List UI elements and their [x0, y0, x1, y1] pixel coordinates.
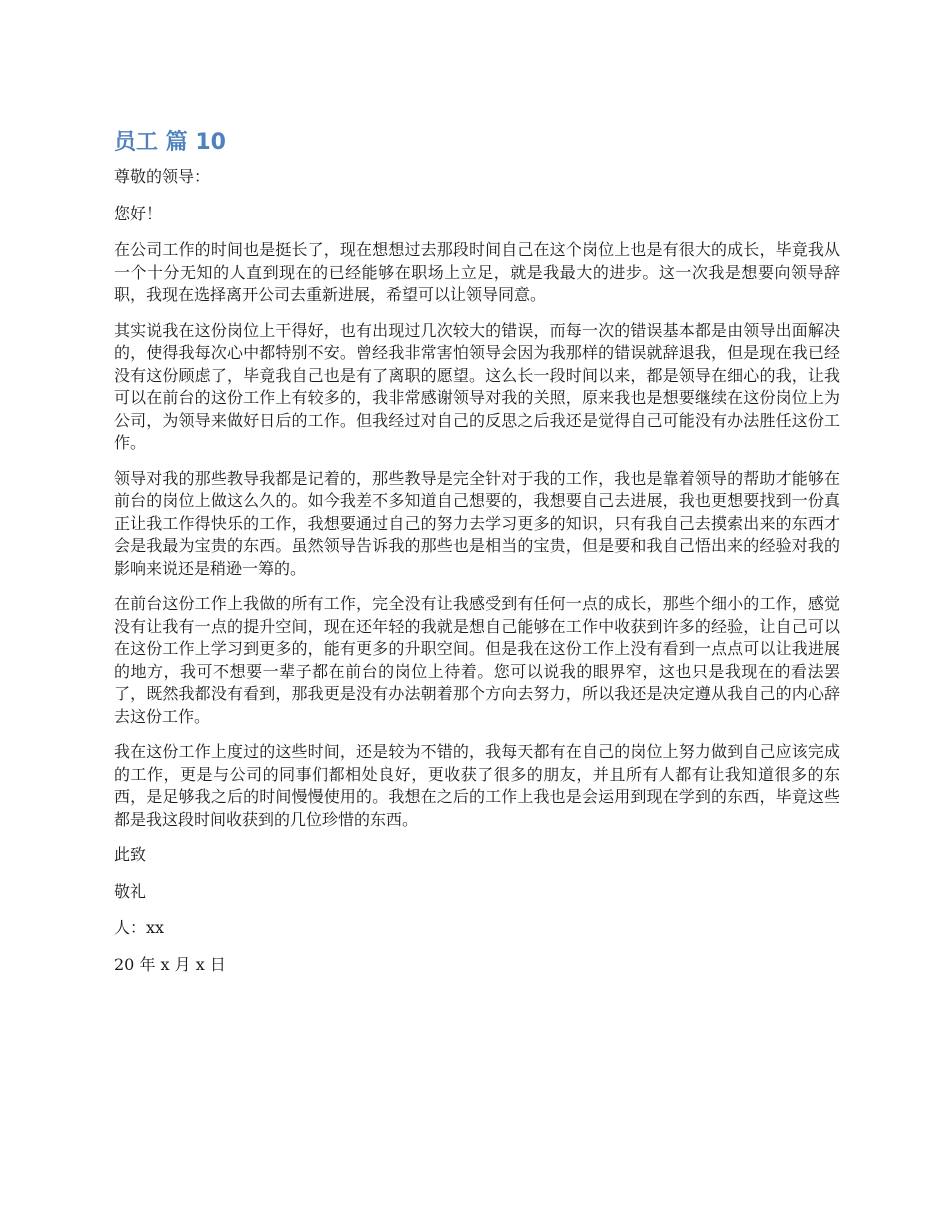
closing: 此致 [114, 845, 147, 864]
body-paragraph: 在前台这份工作上我做的所有工作，完全没有让我感受到有任何一点的成长，那些个细小的工作，感觉没有让我有一点的提升空间，现在还年轻的我就是想自己能够在工作中收获到许多的经验，让自己可以在这份工作上学习到更多的，能有更多的升职空间。但是我在这份工作上没有看到一点点可以让我进展的地方，我可不想要一辈子都在前台的岗位上待着。您可以说我的眼界窄，这也只是我现在的看法罢了，既然我都没有看到，那我更是没有办法朝着那个方向去努力，所以我还是决定遵从我自己的内心辞去这份工作。 [114, 594, 840, 726]
document-body [114, 126, 840, 990]
body-paragraph: 其实说我在这份岗位上干得好，也有出现过几次较大的错误，而每一次的错误基本都是由领导出面解决的，使得我每次心中都特别不安。曾经我非常害怕领导会因为我那样的错误就辞退我，但是现在我已经没有这份顾虑了，毕竟我自己也是有了离职的愿望。这么长一段时间以来，都是领导在细心的我，让我可以在前台的这份工作上有较多的，我非常感谢领导对我的关照，原来我也是想要继续在这份岗位上为公司，为领导来做好日后的工作。但我经过对自己的反思之后我还是觉得自己可能没有办法胜任这份工作。 [114, 320, 840, 452]
body-paragraph: 我在这份工作上度过的这些时间，还是较为不错的，我每天都有在自己的岗位上努力做到自己应该完成的工作，更是与公司的同事们都相处良好，更收获了很多的朋友，并且所有人都有让我知道很多的东西，是足够我之后的时间慢慢使用的。我想在之后的工作上我也是会运用到现在学到的东西，毕竟这些都是我这段时间收获到的几位珍惜的东西。 [114, 742, 840, 829]
signer: 人：xx [114, 918, 165, 937]
body-paragraph: 在公司工作的时间也是挺长了，现在想想过去那段时间自己在这个岗位上也是有很大的成长，毕竟我从一个十分无知的人直到现在的已经能够在职场上立足，就是我最大的进步。这一次我是想要向领导辞职，我现在选择离开公司去重新进展，希望可以让领导同意。 [114, 240, 840, 304]
document-title: 员工 篇 10 [114, 130, 226, 155]
body-paragraph: 领导对我的那些教导我都是记着的，那些教导是完全针对于我的工作，我也是靠着领导的帮助才能够在前台的岗位上做这么久的。如今我差不多知道自己想要的，我想要自己去进展，我也更想要找到一份真正让我工作得快乐的工作，我想要通过自己的努力去学习更多的知识，只有我自己去摸索出来的东西才会是我最为宝贵的东西。虽然领导告诉我的那些也是相当的宝贵，但是要和我自己悟出来的经验对我的影响来说还是稍逊一筹的。 [114, 468, 840, 578]
salutation: 尊敬的领导： [114, 167, 211, 186]
greeting: 您好！ [114, 203, 163, 223]
regards: 敬礼 [114, 881, 147, 901]
date: 20 年 x 月 x 日 [114, 954, 226, 974]
